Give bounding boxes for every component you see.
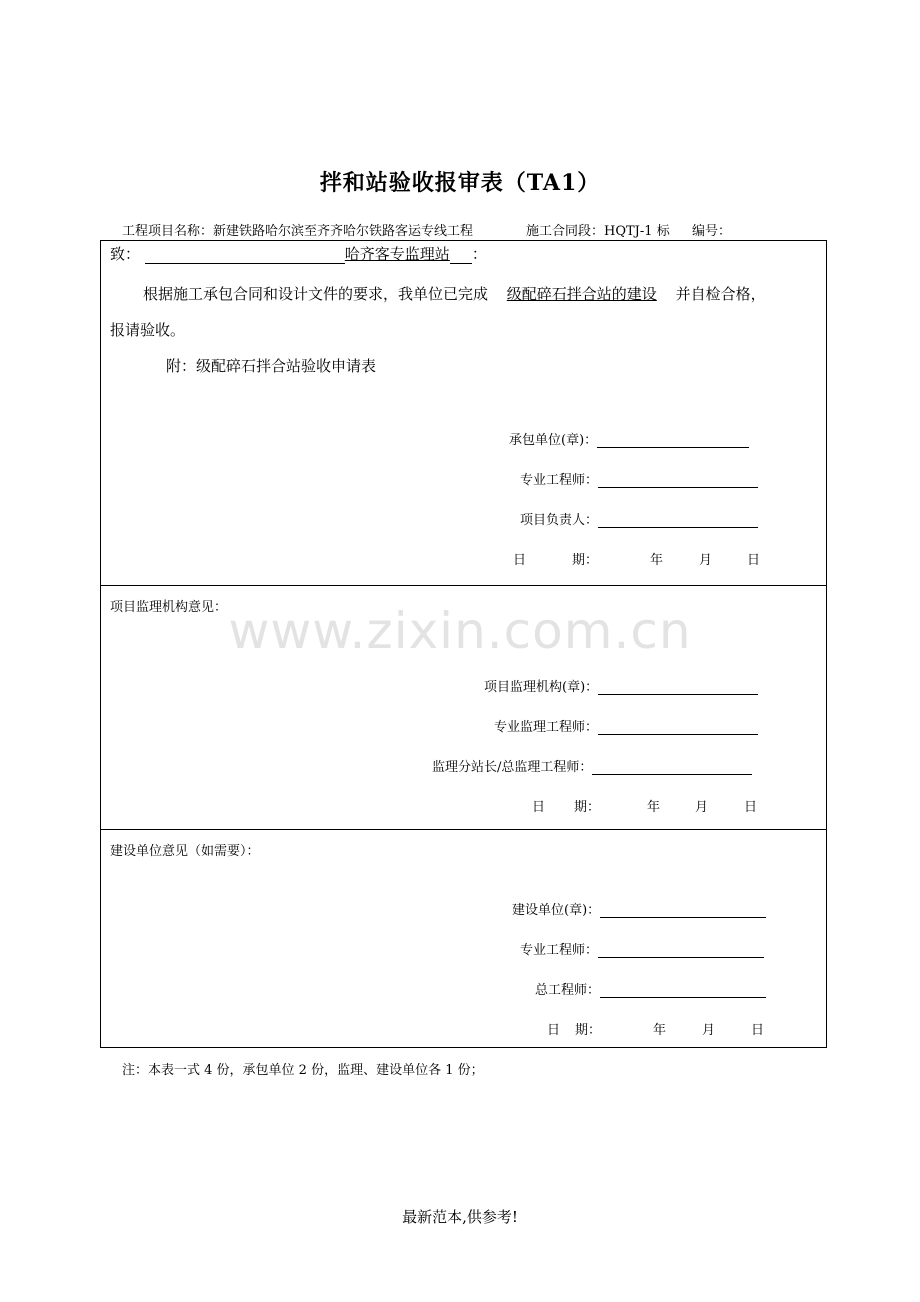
supervision-engineer-label: 专业监理工程师： — [494, 720, 599, 735]
number-label: 编号： — [692, 224, 732, 239]
date-month: 月 — [695, 800, 709, 815]
owner-engineer-line — [520, 939, 764, 958]
completed-item: 级配碎石拌合站的建设 — [506, 285, 657, 303]
section-divider-1 — [100, 585, 827, 586]
date-year: 年 — [653, 1023, 667, 1038]
date-day-char: 日 — [532, 800, 546, 815]
to-blank-end — [450, 249, 472, 264]
date-day-char: 日 — [513, 553, 527, 568]
professional-engineer-label: 专业工程师： — [520, 473, 599, 488]
supervision-opinion-heading: 项目监理机构意见： — [110, 600, 228, 615]
signature-blank — [600, 903, 766, 918]
page-title: 拌和站验收报审表（TA1） — [319, 170, 601, 196]
supervision-seal-label: 项目监理机构(章)： — [484, 680, 599, 695]
to-blank — [145, 249, 345, 264]
contract-line — [526, 220, 670, 239]
owner-engineer-label: 专业工程师： — [520, 943, 599, 958]
owner-opinion-heading: 建设单位意见（如需要）： — [110, 844, 260, 859]
date-day: 日 — [744, 800, 758, 815]
date-label: 期： — [574, 800, 601, 815]
signature-blank — [600, 983, 766, 998]
date-day: 日 — [747, 553, 761, 568]
body-line-1 — [143, 283, 766, 304]
date-day: 日 — [751, 1023, 765, 1038]
chief-engineer-label: 总工程师： — [535, 983, 601, 998]
owner-seal-line — [512, 899, 766, 918]
chief-supervisor-line — [432, 756, 752, 775]
body-prefix: 根据施工承包合同和设计文件的要求，我单位已完成 — [143, 285, 489, 303]
project-leader-line — [520, 509, 758, 528]
watermark: www.zixin.com.cn — [228, 602, 692, 660]
signature-blank — [598, 473, 758, 488]
contract-value: HQTJ-1 标 — [604, 224, 670, 239]
body-line-2: 报请验收。 — [110, 321, 186, 339]
to-value: 哈齐客专监理站 — [344, 245, 450, 263]
signature-blank — [598, 513, 758, 528]
body-suffix: 并自检合格， — [675, 285, 766, 303]
project-label: 工程项目名称： — [122, 224, 214, 239]
signature-blank — [598, 680, 758, 695]
date-year: 年 — [650, 553, 664, 568]
project-leader-label: 项目负责人： — [520, 513, 599, 528]
signature-blank — [598, 943, 764, 958]
to-line — [110, 243, 487, 264]
project-name: 新建铁路哈尔滨至齐齐哈尔铁路客运专线工程 — [213, 224, 474, 239]
chief-supervisor-label: 监理分站长/总监理工程师： — [432, 760, 593, 775]
attachment-line: 附：级配碎石拌合站验收申请表 — [166, 357, 377, 375]
date-label: 期： — [575, 1023, 602, 1038]
date-month: 月 — [699, 553, 713, 568]
chief-engineer-line — [535, 979, 766, 998]
footer-text: 最新范本,供参考! — [402, 1208, 518, 1226]
signature-blank — [598, 720, 758, 735]
supervision-engineer-line — [494, 716, 758, 735]
professional-engineer-line — [520, 469, 758, 488]
to-colon: ： — [471, 245, 487, 263]
copies-note: 注：本表一式 4 份，承包单位 2 份，监理、建设单位各 1 份； — [122, 1063, 484, 1078]
signature-blank — [592, 760, 752, 775]
date-year: 年 — [647, 800, 661, 815]
owner-seal-label: 建设单位(章)： — [512, 903, 601, 918]
date-day-char: 日 — [547, 1023, 561, 1038]
contractor-seal-label: 承包单位(章)： — [509, 433, 598, 448]
section-divider-2 — [100, 829, 827, 830]
supervision-seal-line — [484, 676, 758, 695]
date-label: 期： — [572, 553, 599, 568]
date-month: 月 — [702, 1023, 716, 1038]
contractor-seal-line — [509, 429, 749, 448]
contract-label: 施工合同段： — [526, 224, 605, 239]
to-label: 致： — [110, 245, 141, 263]
signature-blank — [597, 433, 749, 448]
project-name-line — [122, 220, 473, 239]
